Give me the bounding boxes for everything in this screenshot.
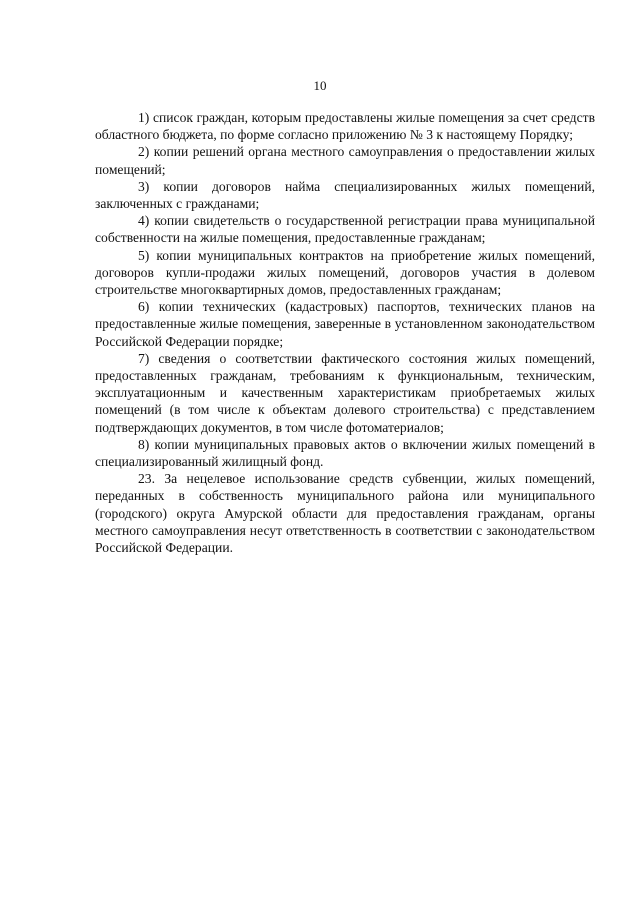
- list-item-7: 7) сведения о соответствии фактического состояния жилых помещений, предоставленных гражданам, требованиям к функциональным, техническим, эксплуатационным и качественным характеристикам приобретаемых жилых помещений (в том числе к объектам долевого строительства) с представлением подтверждающих документов, в том числе фотоматериалов;: [95, 350, 595, 435]
- clause-23: 23. За нецелевое использование средств субвенции, жилых помещений, переданных в собственность муниципального района или муниципального (городского) округа Амурской области для предоставления гражданам, органы местного самоуправления несут ответственность в соответствии с законодательством Российской Федерации.: [95, 471, 595, 556]
- list-item-4: 4) копии свидетельств о государственной регистрации права муниципальной собственности на жилые помещения, предоставленные гражданам;: [95, 213, 595, 246]
- list-item-3: 3) копии договоров найма специализированных жилых помещений, заключенных с гражданами;: [95, 178, 595, 212]
- list-item-2: 2) копии решений органа местного самоуправления о предоставлении жилых помещений;: [95, 144, 595, 177]
- document-body: [95, 109, 595, 556]
- list-item-6: 6) копии технических (кадастровых) паспортов, технических планов на предоставленные жилые помещения, заверенные в установленном законодательством Российской Федерации порядке;: [95, 299, 595, 349]
- list-item-1: 1) список граждан, которым предоставлены жилые помещения за счет средств областного бюджета, по форме согласно приложению № 3 к настоящему Порядку;: [95, 110, 595, 143]
- list-item-8: 8) копии муниципальных правовых актов о включении жилых помещений в специализированный жилищный фонд.: [95, 436, 595, 470]
- page-number: 10: [313, 78, 327, 93]
- list-item-5: 5) копии муниципальных контрактов на приобретение жилых помещений, договоров купли-продажи жилых помещений, договоров участия в долевом строительстве многоквартирных домов, предоставленных гражданам;: [95, 247, 595, 298]
